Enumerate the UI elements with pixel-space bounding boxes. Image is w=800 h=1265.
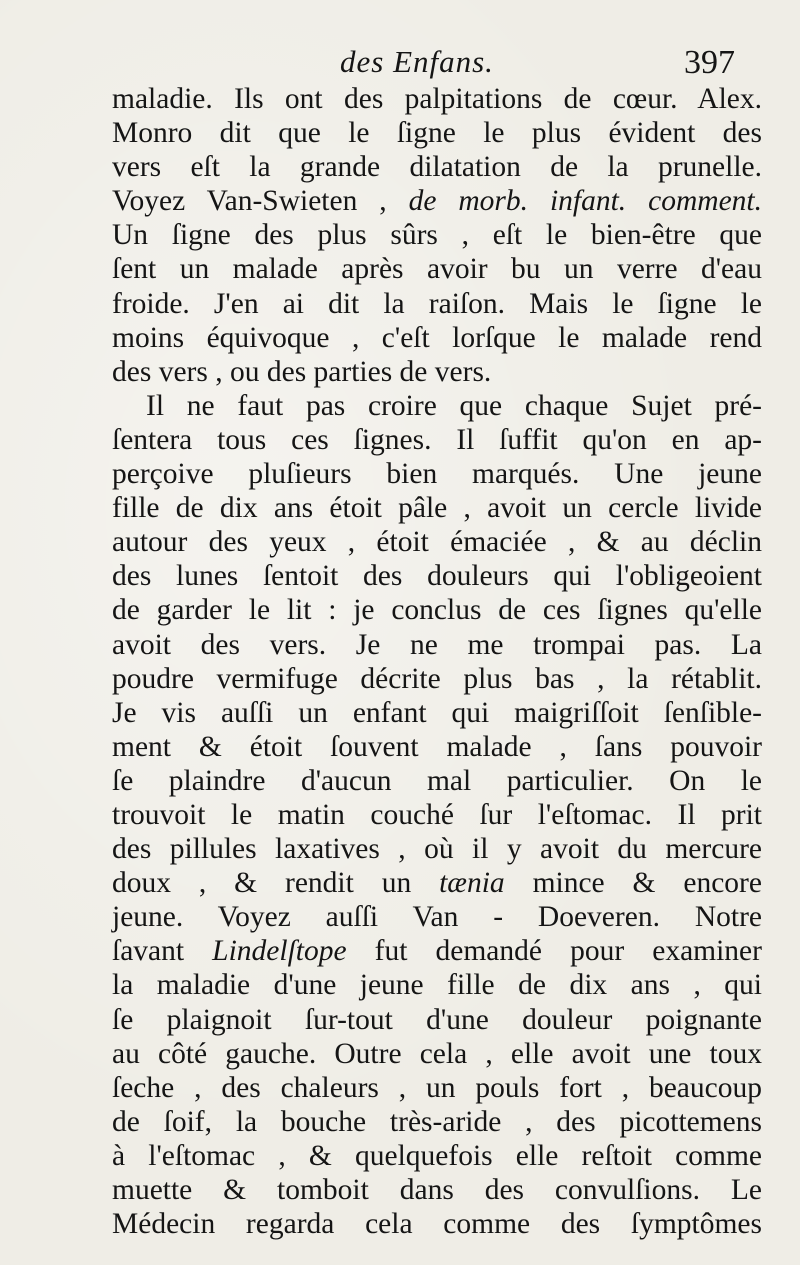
- text-line: [112, 764, 762, 798]
- text-line: [112, 1173, 762, 1207]
- text-segment: autour des yeux , étoit émaciée , & au déclin: [112, 526, 762, 559]
- text-segment: des vers , ou des parties de vers.: [112, 355, 492, 388]
- text-line: [112, 1071, 762, 1105]
- text-line: [112, 184, 762, 218]
- text-line: [112, 934, 762, 968]
- text-line: [112, 525, 762, 559]
- text-segment: trouvoit le matin couché ſur l'eſtomac. Il prit: [112, 798, 762, 831]
- text-segment: ſe plaindre d'aucun mal particulier. On le: [112, 764, 762, 797]
- text-line: [112, 1003, 762, 1037]
- text-segment: ſe plaignoit ſur-tout d'une douleur poignante: [112, 1003, 762, 1036]
- text-segment: froide. J'en ai dit la raiſon. Mais le ſigne le: [112, 287, 762, 320]
- text-segment: des lunes ſentoit des douleurs qui l'obligeoient: [112, 560, 762, 593]
- text-segment: jeune. Voyez auſſi Van - Doeveren. Notre: [112, 901, 762, 934]
- text-line: [112, 150, 762, 184]
- text-line: [112, 968, 762, 1002]
- text-line: [112, 730, 762, 764]
- text-segment: perçoive pluſieurs bien marqués. Une jeune: [112, 458, 762, 491]
- text-segment: Je vis auſſi un enfant qui maigriſſoit ſenſible-: [112, 696, 762, 729]
- italic-text: tænia: [439, 867, 505, 900]
- text-line: [112, 832, 762, 866]
- text-segment: doux , & rendit un: [112, 867, 440, 900]
- text-line: [112, 1037, 762, 1071]
- text-segment: Voyez Van-Swieten ,: [112, 185, 409, 218]
- text-line: [112, 457, 762, 491]
- text-segment: fille de dix ans étoit pâle , avoit un cercle livide: [112, 492, 762, 525]
- text-line: [112, 900, 762, 934]
- text-segment: ſavant: [112, 935, 213, 968]
- text-segment: fut demandé pour examiner: [346, 935, 762, 968]
- italic-text: Lindelſtope: [212, 935, 347, 968]
- text-line: [112, 491, 762, 525]
- running-title: des Enfans.: [340, 44, 494, 79]
- text-line: [112, 866, 762, 900]
- text-segment: des pillules laxatives , où il y avoit du mercure: [112, 833, 762, 866]
- text-segment: ſeche , des chaleurs , un pouls fort , beaucoup: [112, 1071, 762, 1104]
- text-segment: avoit des vers. Je ne me trompai pas. La: [112, 628, 762, 661]
- text-segment: de garder le lit : je conclus de ces ſignes qu'elle: [112, 594, 762, 627]
- text-line: [112, 1139, 762, 1173]
- text-line: [112, 1105, 762, 1139]
- text-segment: poudre vermifuge décrite plus bas , la rétablit.: [112, 662, 762, 695]
- text-line: [112, 389, 762, 423]
- text-segment: maladie. Ils ont des palpitations de cœur. Alex.: [112, 83, 762, 115]
- text-line: [112, 355, 762, 389]
- text-segment: Médecin regarda cela comme des ſymptômes: [112, 1208, 762, 1241]
- italic-text: de morb. infant. comment.: [408, 185, 762, 218]
- text-segment: à l'eſtomac , & quelquefois elle reſtoit comme: [112, 1139, 762, 1172]
- text-segment: muette & tomboit dans des convulſions. Le: [112, 1174, 762, 1206]
- text-line: [112, 252, 762, 286]
- text-line: [112, 321, 762, 355]
- text-line: [112, 423, 762, 457]
- page-number: 397: [684, 44, 735, 81]
- text-segment: Monro dit que le ſigne le plus évident des: [112, 117, 762, 150]
- text-line: [112, 1207, 762, 1241]
- text-line: [112, 798, 762, 832]
- text-segment: Un ſigne des plus sûrs , eſt le bien-être que: [112, 219, 762, 252]
- text-line: [112, 662, 762, 696]
- text-line: [112, 559, 762, 593]
- text-line: [112, 696, 762, 730]
- text-segment: moins équivoque , c'eſt lorſque le malade rend: [112, 321, 762, 354]
- text-line: [112, 628, 762, 662]
- text-segment: Il ne faut pas croire que chaque Sujet pré-: [146, 389, 762, 422]
- text-segment: ment & étoit ſouvent malade , ſans pouvoir: [112, 730, 762, 763]
- text-line: [112, 116, 762, 150]
- text-line: [112, 287, 762, 321]
- text-line: [112, 218, 762, 252]
- text-segment: de ſoif, la bouche très-aride , des picottemens: [112, 1105, 762, 1138]
- body-text: [112, 82, 762, 1241]
- text-segment: ſent un malade après avoir bu un verre d'eau: [112, 253, 762, 286]
- text-segment: la maladie d'une jeune fille de dix ans , qui: [112, 969, 762, 1002]
- text-segment: ſentera tous ces ſignes. Il ſuffit qu'on en ap-: [112, 423, 762, 456]
- text-segment: mince & encore: [504, 867, 762, 900]
- text-line: [112, 82, 762, 116]
- text-segment: vers eſt la grande dilatation de la prunelle.: [112, 151, 762, 184]
- text-segment: au côté gauche. Outre cela , elle avoit une toux: [112, 1037, 762, 1070]
- text-line: [112, 593, 762, 627]
